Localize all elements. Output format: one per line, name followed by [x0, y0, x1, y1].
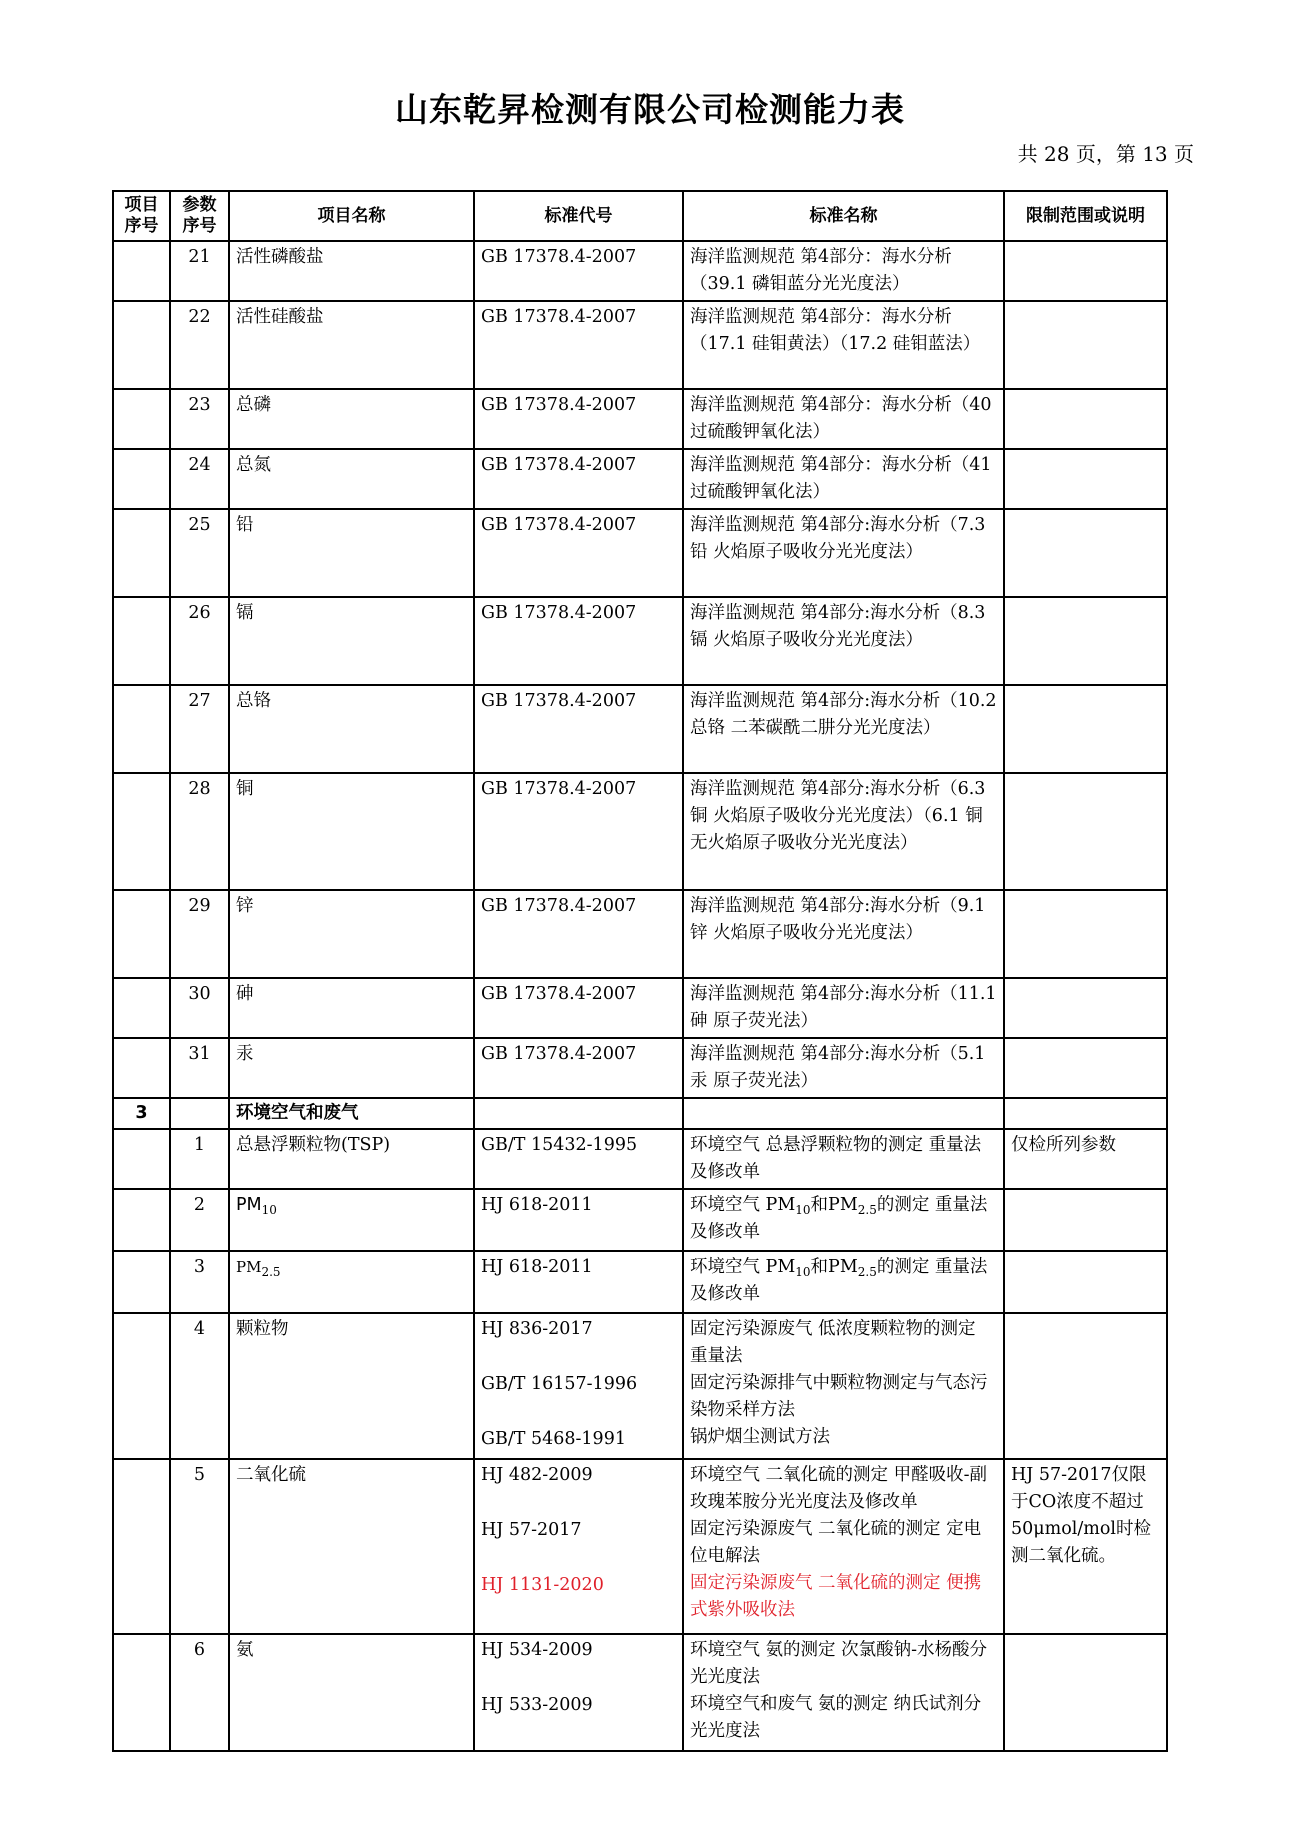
std-code-cell: [474, 1129, 683, 1189]
std-code-cell: [474, 773, 683, 890]
subscript: 2.5: [261, 1265, 281, 1279]
std-name: 海洋监测规范 第4部分：海水分析（40 过硫酸钾氧化法）: [690, 395, 992, 442]
std-name-part: 的测定 重量法及修改单: [690, 1257, 988, 1304]
section-row: [113, 1098, 1167, 1129]
param-cell: [170, 389, 229, 449]
std-code: HJ 534-2009: [481, 1640, 593, 1660]
std-code-cell: [474, 685, 683, 773]
item-name: PM: [236, 1258, 262, 1276]
seq-cell: [113, 685, 170, 773]
limit-cell: [1004, 1634, 1167, 1751]
table-row: [113, 1189, 1167, 1251]
seq-cell: [113, 773, 170, 890]
item-name-cell: [229, 301, 474, 389]
std-name-part: 环境空气 PM: [690, 1195, 796, 1215]
std-code: GB 17378.4-2007: [481, 691, 637, 711]
seq-cell: [113, 1459, 170, 1634]
seq-cell: [113, 978, 170, 1038]
std-code: GB/T 15432-1995: [481, 1135, 638, 1155]
table-row: [113, 389, 1167, 449]
std-code: GB 17378.4-2007: [481, 603, 637, 623]
seq-cell: [113, 241, 170, 301]
std-code: GB 17378.4-2007: [481, 896, 637, 916]
table-row: [113, 1251, 1167, 1313]
item-name: 活性硅酸盐: [236, 307, 324, 327]
std-name-part: 环境空气 PM: [690, 1257, 796, 1277]
std-name: 锅炉烟尘测试方法: [690, 1427, 830, 1447]
param-cell: [170, 1459, 229, 1634]
item-name-cell: [229, 1634, 474, 1751]
std-code: HJ 618-2011: [481, 1195, 593, 1215]
param-cell: [170, 597, 229, 685]
std-name-cell: [683, 685, 1004, 773]
std-name-cell: [683, 1251, 1004, 1313]
item-name-cell: [229, 449, 474, 509]
limit-cell: [1004, 597, 1167, 685]
std-code-cell: [474, 1189, 683, 1251]
std-name: 环境空气 氨的测定 次氯酸钠-水杨酸分光光度法: [690, 1640, 988, 1687]
param-number: 26: [188, 603, 211, 623]
limit-cell: [1004, 978, 1167, 1038]
header-limit: 限制范围或说明: [1004, 191, 1167, 241]
item-name-cell: [229, 890, 474, 978]
param-cell: [170, 1251, 229, 1313]
param-number: 23: [188, 395, 211, 415]
table-row: [113, 685, 1167, 773]
param-cell: [170, 1634, 229, 1751]
limit-cell: [1004, 509, 1167, 597]
param-cell: [170, 301, 229, 389]
limit-note: HJ 57-2017仅限于CO浓度不超过50μmol/mol时检测二氧化硫。: [1011, 1465, 1151, 1566]
param-number: 30: [188, 984, 211, 1004]
param-number: 5: [193, 1465, 206, 1485]
limit-cell: [1004, 685, 1167, 773]
subscript: 10: [795, 1203, 811, 1217]
limit-cell: [1004, 449, 1167, 509]
table-row: [113, 1129, 1167, 1189]
param-number: 22: [188, 307, 211, 327]
item-name: 镉: [236, 603, 254, 623]
std-name-cell: [683, 1189, 1004, 1251]
header-seq: 项目序号: [113, 191, 170, 241]
std-name: 海洋监测规范 第4部分:海水分析（9.1 锌 火焰原子吸收分光光度法）: [690, 896, 986, 943]
table-row: [113, 509, 1167, 597]
std-name-cell: [683, 1634, 1004, 1751]
seq-cell: [113, 1313, 170, 1459]
item-name-cell: [229, 1038, 474, 1098]
table-row: [113, 1313, 1167, 1459]
param-number: 21: [188, 247, 211, 267]
limit-cell: [1004, 773, 1167, 890]
std-name: 环境空气 二氧化硫的测定 甲醛吸收-副玫瑰苯胺分光光度法及修改单: [690, 1465, 988, 1512]
param-number: 31: [188, 1044, 211, 1064]
table-row: [113, 597, 1167, 685]
table-row: [113, 301, 1167, 389]
table-row: [113, 773, 1167, 890]
header-name: 项目名称: [229, 191, 474, 241]
item-name: 砷: [236, 984, 254, 1004]
header-std-name: 标准名称: [683, 191, 1004, 241]
item-name-cell: [229, 241, 474, 301]
std-code-cell: [474, 1459, 683, 1634]
limit-cell: [1004, 1251, 1167, 1313]
seq-cell: [113, 597, 170, 685]
item-name-cell: [229, 978, 474, 1038]
std-code: GB 17378.4-2007: [481, 1044, 637, 1064]
limit-cell: [1004, 301, 1167, 389]
seq-cell: [113, 301, 170, 389]
limit-cell: [1004, 389, 1167, 449]
limit-cell: [1004, 890, 1167, 978]
item-name-cell: [229, 1251, 474, 1313]
std-name-cell: [683, 597, 1004, 685]
std-name-cell: [683, 241, 1004, 301]
table-row: [113, 1038, 1167, 1098]
std-name-cell: [683, 1129, 1004, 1189]
subscript: 10: [795, 1265, 811, 1279]
table-row: [113, 241, 1167, 301]
param-number: 29: [188, 896, 211, 916]
std-name-cell: [683, 389, 1004, 449]
std-name: 海洋监测规范 第4部分:海水分析（10.2 总铬 二苯碳酰二肼分光光度法）: [690, 691, 997, 738]
std-code: GB 17378.4-2007: [481, 515, 637, 535]
item-name-cell: [229, 509, 474, 597]
item-name: 总氮: [236, 455, 271, 475]
std-name: 固定污染源废气 二氧化硫的测定 便携式紫外吸收法: [690, 1573, 982, 1620]
std-code-cell: [474, 389, 683, 449]
item-name-cell: [229, 1129, 474, 1189]
header-std-code: 标准代号: [474, 191, 683, 241]
std-name: 海洋监测规范 第4部分：海水分析（17.1 硅钼黄法）（17.2 硅钼蓝法）: [690, 307, 981, 354]
std-name: 海洋监测规范 第4部分:海水分析（5.1 汞 原子荧光法）: [690, 1044, 986, 1091]
seq-cell: [113, 509, 170, 597]
std-code-cell: [474, 1313, 683, 1459]
std-name-part: 和PM: [810, 1257, 858, 1277]
subscript: 2.5: [857, 1203, 877, 1217]
limit-cell: [1004, 241, 1167, 301]
std-name-cell: [683, 773, 1004, 890]
param-cell: [170, 773, 229, 890]
item-name: 颗粒物: [236, 1319, 289, 1339]
seq-cell: [113, 1251, 170, 1313]
subscript: 2.5: [857, 1265, 877, 1279]
item-name-cell: [229, 1189, 474, 1251]
param-number: 6: [193, 1640, 206, 1660]
header-param: 参数序号: [170, 191, 229, 241]
item-name-cell: [229, 685, 474, 773]
std-code: GB/T 5468-1991: [481, 1429, 626, 1449]
std-code: GB 17378.4-2007: [481, 779, 637, 799]
std-name-cell: [683, 978, 1004, 1038]
std-name: [690, 1257, 987, 1304]
item-name: 汞: [236, 1044, 254, 1064]
std-name: 海洋监测规范 第4部分：海水分析（39.1 磷钼蓝分光光度法）: [690, 247, 952, 294]
std-code: HJ 482-2009: [481, 1465, 593, 1485]
std-name: [690, 1195, 987, 1242]
std-name: 固定污染源废气 二氧化硫的测定 定电位电解法: [690, 1519, 982, 1566]
table-row: [113, 978, 1167, 1038]
std-code-cell: [474, 449, 683, 509]
item-name-cell: [229, 1313, 474, 1459]
param-number: 1: [193, 1135, 206, 1155]
seq-cell: [113, 449, 170, 509]
table-row: [113, 1459, 1167, 1634]
std-code-cell: [474, 597, 683, 685]
subscript: 10: [261, 1203, 277, 1217]
std-code: GB/T 16157-1996: [481, 1374, 638, 1394]
std-name: 海洋监测规范 第4部分:海水分析（6.3 铜 火焰原子吸收分光光度法）（6.1 铜 无火焰原子吸收分光光度法）: [690, 779, 986, 853]
param-cell: [170, 978, 229, 1038]
limit-note: 仅检所列参数: [1011, 1135, 1116, 1155]
std-code-cell: [474, 890, 683, 978]
item-name: PM: [236, 1195, 262, 1215]
item-name-cell: [229, 389, 474, 449]
seq-cell: [113, 890, 170, 978]
document-title: 山东乾昇检测有限公司检测能力表: [395, 90, 905, 129]
std-name-part: 和PM: [810, 1195, 858, 1215]
std-name: 固定污染源废气 低浓度颗粒物的测定 重量法: [690, 1319, 976, 1366]
std-name-part: 的测定 重量法及修改单: [690, 1195, 988, 1242]
param-cell: [170, 1189, 229, 1251]
std-code: HJ 836-2017: [481, 1319, 593, 1339]
std-name-cell: [683, 1038, 1004, 1098]
item-name-cell: [229, 773, 474, 890]
std-name: 海洋监测规范 第4部分:海水分析（8.3 镉 火焰原子吸收分光光度法）: [690, 603, 986, 650]
param-cell: [170, 1129, 229, 1189]
std-code-cell: [474, 509, 683, 597]
std-code: GB 17378.4-2007: [481, 455, 637, 475]
limit-cell: [1004, 1129, 1167, 1189]
item-name: 铜: [236, 779, 254, 799]
seq-cell: [113, 1634, 170, 1751]
seq-cell: [113, 1129, 170, 1189]
std-name: 海洋监测规范 第4部分:海水分析（7.3 铅 火焰原子吸收分光光度法）: [690, 515, 986, 562]
param-cell: [170, 449, 229, 509]
std-name: 海洋监测规范 第4部分:海水分析（11.1 砷 原子荧光法）: [690, 984, 997, 1031]
std-name: 环境空气和废气 氨的测定 纳氏试剂分光光度法: [690, 1694, 982, 1741]
param-number: 24: [188, 455, 211, 475]
std-code-cell: [474, 978, 683, 1038]
std-name-cell: [683, 890, 1004, 978]
std-code-cell: [474, 1251, 683, 1313]
item-name: 总磷: [236, 395, 271, 415]
item-name: 锌: [236, 896, 254, 916]
std-code-cell: [474, 1038, 683, 1098]
std-name-cell: [683, 301, 1004, 389]
param-cell: [170, 1038, 229, 1098]
std-code: GB 17378.4-2007: [481, 247, 637, 267]
param-cell: [170, 685, 229, 773]
item-name: 铅: [236, 515, 254, 535]
limit-cell: [1004, 1459, 1167, 1634]
std-code: GB 17378.4-2007: [481, 307, 637, 327]
capability-table: [112, 190, 1168, 1752]
item-name: 总铬: [236, 691, 271, 711]
std-code: HJ 618-2011: [481, 1257, 593, 1277]
limit-cell: [1004, 1189, 1167, 1251]
param-cell: [170, 890, 229, 978]
std-name: 海洋监测规范 第4部分：海水分析（41 过硫酸钾氧化法）: [690, 455, 992, 502]
param-number: 2: [193, 1195, 206, 1215]
seq-cell: [113, 1189, 170, 1251]
table-row: [113, 449, 1167, 509]
item-name: 活性磷酸盐: [236, 247, 324, 267]
std-code-cell: [474, 241, 683, 301]
std-code: GB 17378.4-2007: [481, 984, 637, 1004]
std-name-cell: [683, 509, 1004, 597]
std-name-cell: [683, 1313, 1004, 1459]
std-code: HJ 57-2017: [481, 1520, 582, 1540]
std-code: HJ 1131-2020: [481, 1575, 604, 1595]
param-cell: [170, 1313, 229, 1459]
param-number: 25: [188, 515, 211, 535]
param-number: 28: [188, 779, 211, 799]
item-name: 总悬浮颗粒物(TSP): [236, 1135, 391, 1155]
std-code: HJ 533-2009: [481, 1695, 593, 1715]
limit-cell: [1004, 1038, 1167, 1098]
std-name: 环境空气 总悬浮颗粒物的测定 重量法及修改单: [690, 1135, 982, 1182]
item-name: 二氧化硫: [236, 1465, 306, 1485]
std-code-cell: [474, 1634, 683, 1751]
std-name: 固定污染源排气中颗粒物测定与气态污染物采样方法: [690, 1373, 988, 1420]
section-name: 环境空气和废气: [229, 1098, 474, 1129]
page-info: 共 28 页，第 13 页: [1017, 142, 1194, 166]
param-cell: [170, 241, 229, 301]
std-code: GB 17378.4-2007: [481, 395, 637, 415]
std-name-cell: [683, 1459, 1004, 1634]
item-name: 氨: [236, 1640, 254, 1660]
param-number: 3: [193, 1257, 206, 1277]
param-number: 4: [193, 1319, 206, 1339]
seq-cell: [113, 389, 170, 449]
seq-cell: [113, 1038, 170, 1098]
table-row: [113, 1634, 1167, 1751]
item-name-cell: [229, 597, 474, 685]
table-row: [113, 890, 1167, 978]
section-seq: 3: [113, 1098, 170, 1129]
std-name-cell: [683, 449, 1004, 509]
item-name-cell: [229, 1459, 474, 1634]
limit-cell: [1004, 1313, 1167, 1459]
param-number: 27: [188, 691, 211, 711]
std-code-cell: [474, 301, 683, 389]
param-cell: [170, 509, 229, 597]
